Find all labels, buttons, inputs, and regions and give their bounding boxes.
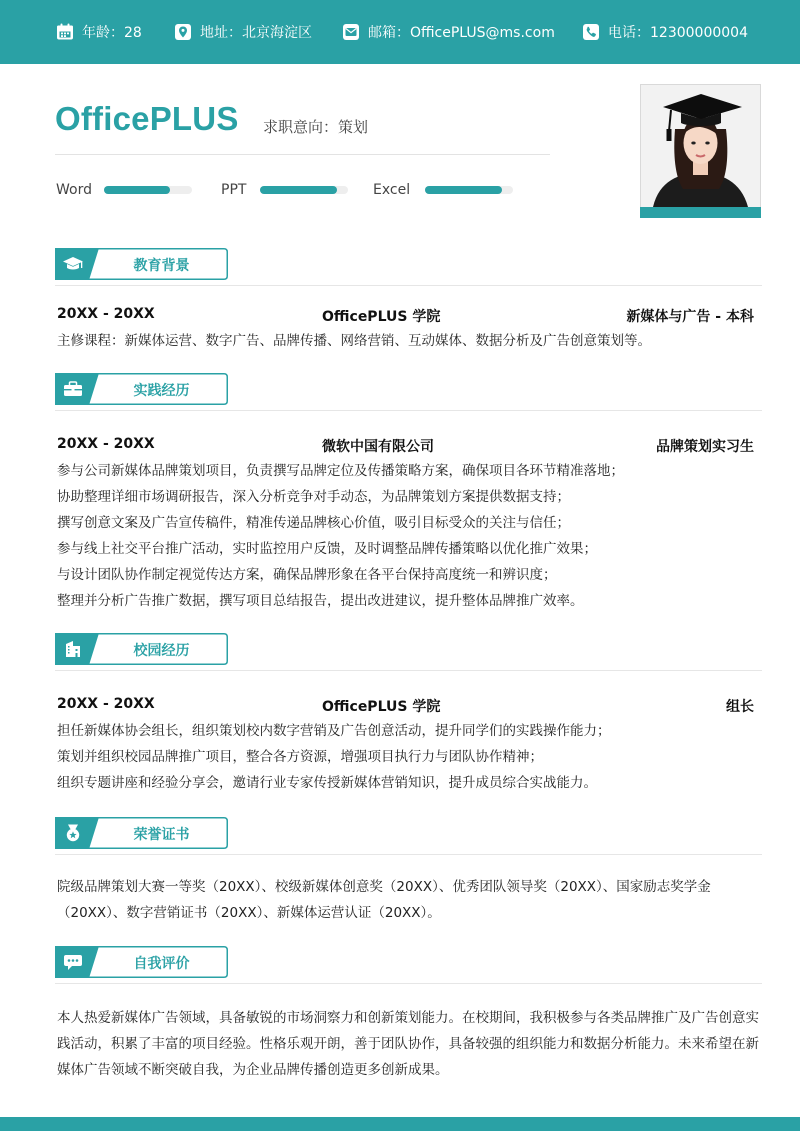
section-title-education: 教育背景	[133, 258, 190, 274]
education-date: 20XX - 20XX	[57, 306, 155, 322]
section-divider	[55, 983, 762, 984]
self-evaluation-text: 本人热爱新媒体广告领域，具备敏锐的市场洞察力和创新策划能力。在校期间，我积极参与各类品牌推广及广告创意实践活动，积累了丰富的项目经验。性格乐观开朗，善于团队协作，具备较强的组织能力和数据分析能力。未来希望在新媒体广告领域不断突破自我，为企业品牌传播创造更多创新成果。	[57, 1010, 759, 1078]
profile-photo-frame	[640, 84, 761, 218]
footer-bar	[0, 1117, 800, 1131]
education-courses: 主修课程：新媒体运营、数字广告、品牌传播、网络营销、互动媒体、数据分析及广告创意策划等。	[57, 333, 651, 349]
age-item	[56, 22, 142, 42]
section-title-campus: 校园经历	[133, 643, 190, 659]
section-header-practice	[55, 373, 228, 405]
skill-bar-ppt	[260, 186, 348, 194]
practice-company: 微软中国有限公司	[322, 439, 434, 455]
address-text: 地址：北京海淀区	[200, 25, 312, 41]
campus-line: 组织专题讲座和经验分享会，邀请行业专家传授新媒体营销知识，提升成员综合实战能力。	[57, 775, 597, 791]
campus-line: 策划并组织校园品牌推广项目，整合各方资源，增强项目执行力与团队协作精神；	[57, 749, 543, 765]
honors-text: 院级品牌策划大赛一等奖（20XX）、校级新媒体创意奖（20XX）、优秀团队领导奖（20XX）、国家励志奖学金（20XX）、数字营销证书（20XX）、新媒体运营认证（20XX）。	[57, 879, 711, 921]
education-school: OfficePLUS 学院	[322, 309, 441, 325]
age-text: 年龄：28	[82, 25, 142, 41]
skill-label-word: Word	[56, 182, 92, 198]
section-header-campus	[55, 633, 228, 665]
section-divider	[55, 854, 762, 855]
candidate-name: OfficePLUS	[55, 100, 239, 137]
envelope-icon	[342, 23, 360, 41]
practice-role: 品牌策划实习生	[656, 439, 754, 455]
skill-fill-ppt	[260, 186, 337, 194]
phone-text: 电话：12300000004	[608, 25, 748, 41]
campus-entry-row	[57, 696, 754, 716]
profile-photo	[641, 85, 760, 207]
calendar-icon	[56, 23, 74, 41]
section-title-practice: 实践经历	[133, 383, 190, 399]
skill-fill-word	[104, 186, 170, 194]
phone-icon	[582, 23, 600, 41]
skill-fill-excel	[425, 186, 502, 194]
photo-accent-band	[640, 207, 761, 218]
section-title-self: 自我评价	[133, 956, 190, 972]
section-divider	[55, 410, 762, 411]
section-header-self	[55, 946, 228, 978]
practice-line: 与设计团队协作制定视觉传达方案，确保品牌形象在各平台保持高度统一和辨识度；	[57, 567, 557, 583]
practice-line: 参与线上社交平台推广活动，实时监控用户反馈，及时调整品牌传播策略以优化推广效果；	[57, 541, 597, 557]
building-icon	[62, 640, 84, 658]
skill-bar-excel	[425, 186, 513, 194]
chat-bubble-icon	[62, 953, 84, 971]
education-major: 新媒体与广告 - 本科	[626, 309, 754, 325]
section-title-honors: 荣誉证书	[133, 827, 190, 843]
contact-bar	[0, 0, 800, 64]
campus-organization: OfficePLUS 学院	[322, 699, 441, 715]
practice-details	[57, 458, 762, 614]
section-divider	[55, 670, 762, 671]
practice-line: 整理并分析广告推广数据，撰写项目总结报告，提出改进建议，提升整体品牌推广效率。	[57, 593, 584, 609]
address-item	[174, 22, 312, 42]
campus-role: 组长	[726, 699, 754, 715]
job-intent: 求职意向：策划	[263, 118, 369, 136]
email-text: 邮箱：OfficePLUS@ms.com	[368, 25, 555, 41]
practice-line: 撰写创意文案及广告宣传稿件，精准传递品牌核心价值，吸引目标受众的关注与信任；	[57, 515, 570, 531]
location-pin-icon	[174, 23, 192, 41]
phone-item	[582, 22, 748, 42]
skill-bar-word	[104, 186, 192, 194]
briefcase-icon	[62, 380, 84, 398]
medal-icon	[62, 824, 84, 842]
skill-label-ppt: PPT	[221, 182, 247, 198]
campus-details	[57, 718, 762, 796]
section-divider	[55, 285, 762, 286]
campus-date: 20XX - 20XX	[57, 696, 155, 712]
section-header-education	[55, 248, 228, 280]
education-entry-row	[57, 306, 754, 326]
practice-date: 20XX - 20XX	[57, 436, 155, 452]
skill-label-excel: Excel	[373, 182, 411, 198]
email-item	[342, 22, 555, 42]
section-header-honors	[55, 817, 228, 849]
name-divider	[55, 154, 550, 155]
graduation-cap-icon	[62, 255, 84, 273]
campus-line: 担任新媒体协会组长，组织策划校内数字营销及广告创意活动，提升同学们的实践操作能力；	[57, 723, 611, 739]
practice-entry-row	[57, 436, 754, 456]
practice-line: 协助整理详细市场调研报告，深入分析竞争对手动态，为品牌策划方案提供数据支持；	[57, 489, 570, 505]
practice-line: 参与公司新媒体品牌策划项目，负责撰写品牌定位及传播策略方案，确保项目各环节精准落地；	[57, 463, 624, 479]
